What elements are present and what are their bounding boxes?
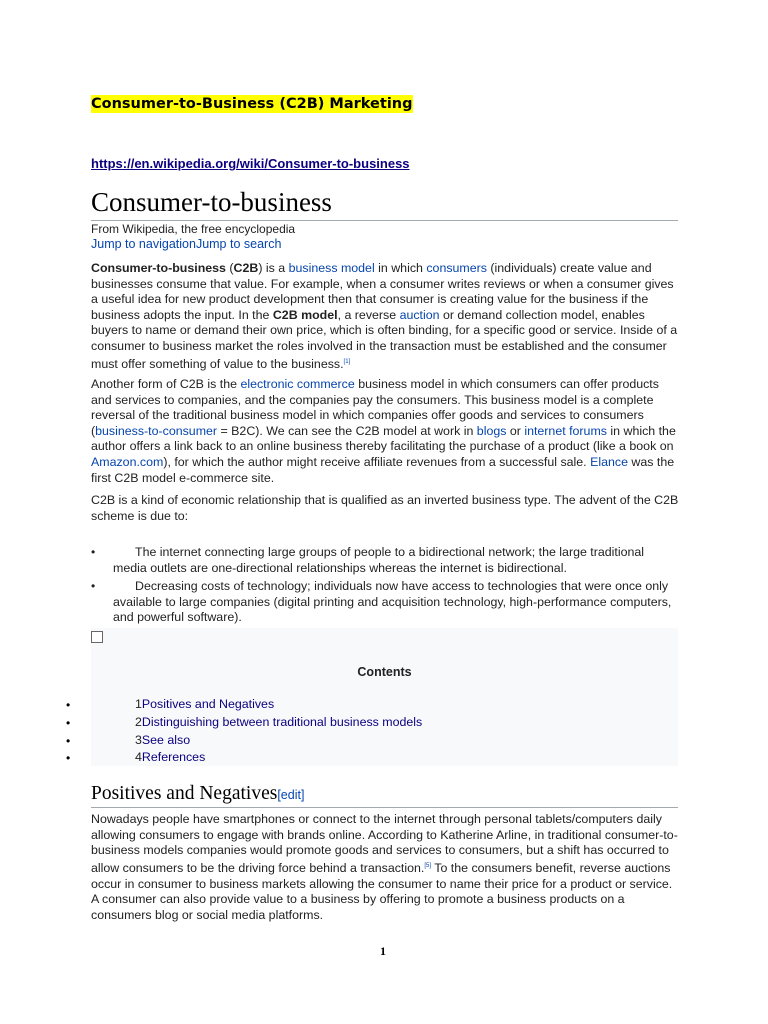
toc-number: 4 [135, 750, 142, 764]
text: or [506, 423, 525, 438]
section-heading [91, 783, 678, 808]
page-number: 1 [380, 944, 386, 958]
document-heading: Consumer-to-Business (C2B) Marketing [91, 96, 413, 112]
text: Another form of C2B is the [91, 377, 241, 391]
section-paragraph [91, 812, 681, 923]
electronic-commerce-link[interactable]: electronic commerce [240, 377, 355, 391]
third-paragraph: C2B is a kind of economic relationship that is qualified as an inverted business type. The advent of the C2B scheme is due to: [91, 493, 679, 523]
auction-link[interactable]: auction [399, 307, 440, 322]
text: ( [225, 261, 234, 275]
text: , a reverse [337, 307, 400, 322]
toc-item[interactable] [135, 697, 274, 711]
toc-link[interactable]: Distinguishing between traditional business models [141, 715, 423, 729]
toc-item[interactable] [135, 733, 190, 747]
amazon-link[interactable]: Amazon.com [91, 454, 164, 469]
text: Nowadays people have smartphones or connect to the internet through personal tablets/computers daily allowing consumers to engage with brands online. According to Katherine Arline, in traditional consumer-to-business models companies would promote goods and services to consumers, but a shift has occurred to allow consumers to be the driving force behind a transaction. [91, 812, 678, 875]
consumers-link[interactable]: consumers [426, 261, 487, 275]
bullet-glyph: • [91, 545, 96, 559]
toc-item[interactable] [135, 715, 422, 729]
bullet-item [91, 545, 681, 576]
source-url-link[interactable]: https://en.wikipedia.org/wiki/Consumer-to-business [91, 156, 410, 171]
toc-number: 2 [135, 715, 142, 729]
toc-title: Contents [357, 665, 412, 679]
intro-paragraph [91, 261, 681, 372]
toc-link[interactable]: See also [141, 733, 191, 747]
second-paragraph [91, 377, 681, 486]
term-bold: C2B [233, 261, 259, 275]
elance-link[interactable]: Elance [590, 454, 628, 469]
business-model-link[interactable]: business model [288, 261, 375, 275]
section-title: Positives and Negatives [91, 783, 278, 804]
bullet-text: The internet connecting large groups of people to a bidirectional network; the large traditional media outlets are one-directional relationships whereas the internet is bidirectional. [113, 545, 645, 575]
bullet-glyph: • [66, 716, 71, 730]
edit-label[interactable]: edit [280, 788, 301, 802]
bullet-glyph: • [66, 734, 71, 748]
reference-link[interactable]: [1] [343, 358, 351, 365]
business-to-consumer-link[interactable]: business-to-consumer [95, 423, 218, 438]
term-bold: Consumer-to-business [91, 261, 226, 275]
term-bold: C2B model [272, 307, 338, 322]
text: was the first C2B model e-commerce site. [91, 454, 675, 485]
toc-number: 3 [135, 733, 142, 747]
jump-to-search-link[interactable]: Jump to search [195, 237, 282, 251]
blogs-link[interactable]: blogs [476, 423, 507, 438]
toc-link[interactable]: Positives and Negatives [141, 697, 275, 711]
article-title: Consumer-to-business [91, 186, 678, 221]
text: in which [374, 261, 427, 275]
bracket: ] [300, 788, 305, 802]
text: in which the author offers a link back to an online business thereby facilitating the purchase of a product (like a book on [91, 423, 676, 454]
jump-links [91, 237, 281, 251]
text: To the consumers benefit, reverse auctions occur in consumer to business markets allowing the consumer to name their price for a product or service. A consumer can also provide value to a business by offering to promote a business products on a consumers blog or social media platforms. [91, 860, 673, 922]
toc-toggle-checkbox[interactable] [91, 631, 103, 643]
internet-forums-link[interactable]: internet forums [524, 423, 607, 438]
toc-item[interactable] [135, 750, 205, 764]
text: business model in which consumers can offer products and services to companies, and the companies pay the consumers. This business model is a complete reversal of the traditional business model in which companies offer goods and services to consumers ( [91, 377, 659, 438]
edit-link[interactable] [277, 788, 304, 802]
from-wikipedia-line: From Wikipedia, the free encyclopedia [91, 222, 296, 236]
text: = B2C). We can see the C2B model at work in [217, 423, 477, 438]
bullet-item [91, 579, 681, 626]
text: ), for which the author might receive affiliate revenues from a successful sale. [163, 454, 591, 469]
text: or demand collection model, enables buyers to name or demand their own price, which is often binding, for a specific good or service. Inside of a consumer to business market the roles involved in the transaction must be established and the consumer must offer something of value to the business. [91, 307, 678, 371]
reference-link[interactable]: [5] [424, 862, 432, 869]
bullet-glyph: • [66, 698, 71, 712]
toc-number: 1 [135, 697, 142, 711]
jump-to-navigation-link[interactable]: Jump to navigation [91, 237, 196, 251]
bullet-glyph: • [91, 579, 96, 593]
text: ) is a [258, 261, 289, 275]
bullet-glyph: • [66, 751, 71, 765]
toc-link[interactable]: References [141, 750, 206, 764]
bracket: [ [277, 788, 281, 802]
bullet-text: Decreasing costs of technology; individuals now have access to technologies that were once only available to large companies (digital printing and acquisition technology, high-performance computers, and powerful software). [113, 579, 672, 625]
text: (individuals) create value and businesses consume that value. For example, when a consumer writes reviews or when a consumer gives a useful idea for new product development then that consumer is creating value for the business if the business adopts the input. In the [91, 261, 674, 322]
